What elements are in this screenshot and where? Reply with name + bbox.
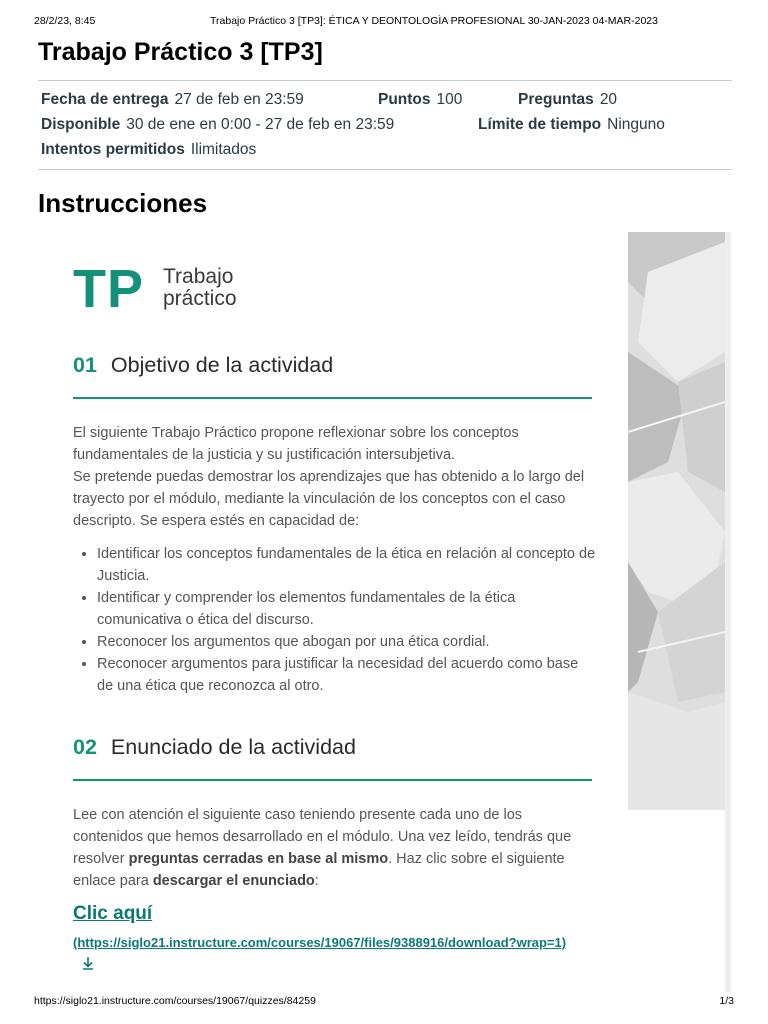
- section-divider: [73, 397, 592, 399]
- page-title: Trabajo Práctico 3 [TP3]: [38, 38, 323, 66]
- scrollbar-track[interactable]: [725, 232, 731, 992]
- points-detail: [378, 91, 462, 109]
- section-heading-objective: [73, 353, 333, 378]
- print-doc-title: Trabajo Práctico 3 [TP3]: ÉTICA Y DEONTOLOGÌA PROFESIONAL 30-JAN-2023 04-MAR-2023: [210, 15, 658, 27]
- time-limit-detail: [478, 116, 665, 134]
- questions-value: 20: [599, 91, 618, 108]
- section-divider: [73, 779, 592, 781]
- download-url-link[interactable]: [73, 932, 573, 977]
- tp-logo: [73, 259, 237, 319]
- statement-text-c: :: [314, 873, 319, 889]
- section-heading-statement: [73, 735, 356, 760]
- available-detail: [41, 116, 394, 134]
- objective-paragraph-1: El siguiente Trabajo Práctico propone reflexionar sobre los conceptos fundamentales de la justicia y su justificación intersubjetiva.: [73, 425, 519, 463]
- decorative-photo: [628, 232, 725, 810]
- statement-text-a: Lee con atención el siguiente caso teniendo presente cada uno de los contenidos que hemos desarrollado en el módulo. Una vez leído, tendrás que resolver: [73, 807, 572, 867]
- print-date: 28/2/23, 8:45: [34, 15, 96, 27]
- divider: [38, 80, 732, 81]
- section-title: Objetivo de la actividad: [110, 353, 334, 377]
- points-label: Puntos: [378, 91, 431, 108]
- time-limit-label: Límite de tiempo: [478, 116, 602, 133]
- download-link[interactable]: Clic aquí: [73, 903, 153, 924]
- section-number: 02: [73, 735, 97, 759]
- tp-logo-line2: práctico: [163, 287, 237, 310]
- due-label: Fecha de entrega: [41, 91, 169, 108]
- list-item: • Identificar y comprender los elementos fundamentales de la ética comunicativa o ética del discurso.: [97, 587, 597, 631]
- list-item: • Reconocer argumentos para justificar la necesidad del acuerdo como base de una ética que reconozca al otro.: [97, 653, 597, 697]
- section-number: 01: [73, 353, 97, 377]
- attempts-detail: [41, 141, 256, 159]
- time-limit-value: Ninguno: [607, 116, 665, 133]
- statement-bold-b: descargar el enunciado: [152, 873, 315, 889]
- list-item: • Identificar los conceptos fundamentales de la ética en relación al concepto de Justicia.: [97, 543, 597, 587]
- questions-label: Preguntas: [518, 91, 594, 108]
- tp-logo-letters: TP: [73, 259, 145, 319]
- available-value: 30 de ene en 0:00 - 27 de feb en 23:59: [126, 116, 395, 133]
- due-value: 27 de feb en 23:59: [174, 91, 304, 108]
- points-value: 100: [436, 91, 463, 108]
- available-label: Disponible: [41, 116, 121, 133]
- quiz-details-row-1: [41, 91, 304, 109]
- print-url: https://siglo21.instructure.com/courses/19067/quizzes/84259: [34, 995, 316, 1007]
- tp-logo-line1: Trabajo: [163, 265, 234, 288]
- instructions-heading: Instrucciones: [38, 188, 208, 218]
- download-url[interactable]: (https://siglo21.instructure.com/courses/19067/files/9388916/download?wrap=1): [73, 935, 567, 950]
- objective-list: [73, 543, 597, 697]
- attempts-value: Ilimitados: [190, 141, 257, 158]
- tp-logo-words: [163, 266, 237, 310]
- objective-paragraph-2: Se pretende puedas demostrar los aprendizajes que has obtenido a lo largo del trayecto por el módulo, mediante la vinculación de los conceptos con el caso descripto. Se espera estés en capacidad de:: [73, 469, 585, 529]
- statement-text-b: . Haz clic sobre el siguiente enlace para: [73, 851, 565, 889]
- section-title: Enunciado de la actividad: [110, 735, 356, 759]
- list-item: • Reconocer los argumentos que abogan por una ética cordial.: [97, 631, 597, 653]
- page-number: 1/3: [719, 995, 734, 1007]
- download-icon[interactable]: [81, 955, 95, 977]
- statement-text: [73, 804, 593, 892]
- divider: [38, 169, 732, 170]
- objective-text: [73, 422, 593, 532]
- statement-bold-a: preguntas cerradas en base al mismo: [128, 851, 389, 867]
- questions-detail: [518, 91, 617, 109]
- attempts-label: Intentos permitidos: [41, 141, 185, 158]
